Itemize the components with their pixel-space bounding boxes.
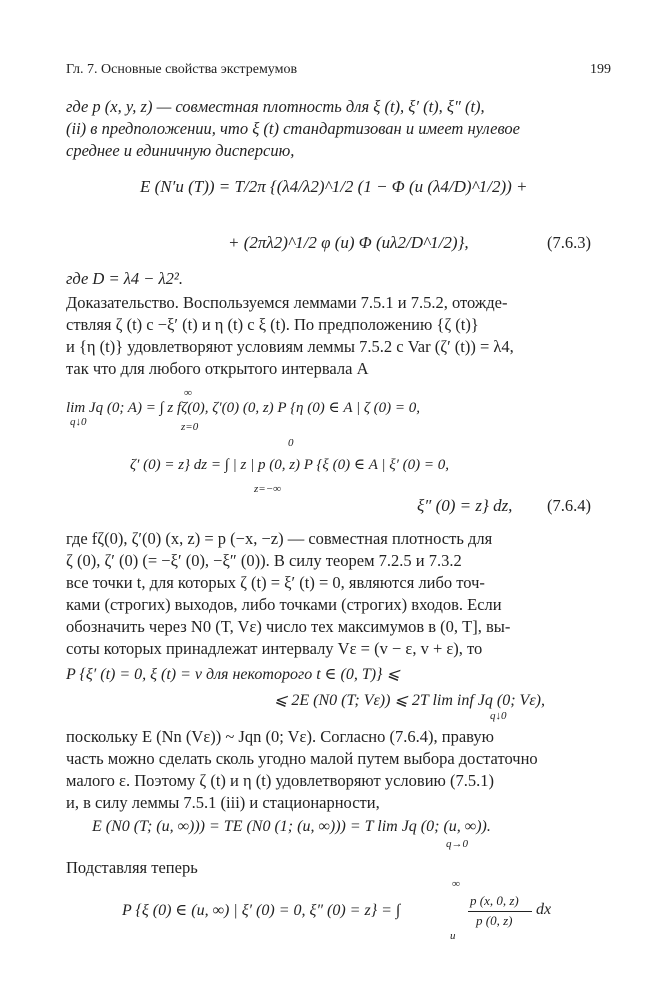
substituting-line: Подставляя теперь	[66, 858, 198, 877]
after-764-line-6: соты которых принадлежат интервалу Vε = (v − ε, v + ε), то	[66, 639, 483, 658]
page-number: 199	[590, 62, 611, 77]
after-ineq-line-2: часть можно сделать сколь угодно малой путем выбора достаточно	[66, 749, 538, 768]
after-ineq-line-4: и, в силу леммы 7.5.1 (iii) и стационарности,	[66, 793, 380, 812]
chapter-header: Гл. 7. Основные свойства экстремумов	[66, 62, 298, 77]
eq-final-numerator: p (x, 0, z)	[470, 893, 519, 908]
eq-final-lhs: P {ξ (0) ∈ (u, ∞) | ξ′ (0) = 0, ξ″ (0) = z} = ∫	[122, 902, 401, 919]
proof-line-4: так что для любого открытого интервала A	[66, 359, 369, 378]
eq-764-line-3: ξ″ (0) = z} dz,	[417, 496, 513, 515]
eq-764-lim-sub: q↓0	[70, 416, 87, 428]
ineq-line-2: ⩽ 2E (N0 (T; Vε)) ⩽ 2T lim inf Jq (0; Vε),	[274, 692, 545, 709]
eq-764-number: (7.6.4)	[547, 496, 591, 515]
where-d-line: где D = λ4 − λ2².	[66, 269, 183, 288]
eq-764-line-1: lim Jq (0; A) = ∫ z fζ(0), ζ′(0) (0, z) P {η (0) ∈ A | ζ (0) = 0,	[66, 400, 421, 416]
intro-line-3: среднее и единичную дисперсию,	[66, 141, 295, 160]
eq-stat-line: E (N0 (T; (u, ∞))) = TE (N0 (1; (u, ∞))) = T lim Jq (0; (u, ∞)).	[92, 818, 491, 835]
eq-stat-lim-sub: q→0	[446, 838, 468, 850]
eq-764-int1-bottom: z=0	[181, 421, 199, 433]
eq-final-int-bottom: u	[450, 930, 456, 942]
eq-final-fraction-bar	[468, 911, 532, 912]
eq-763-line-2: + (2πλ2)^1/2 φ (u) Φ (uλ2/D^1/2)},	[228, 233, 469, 252]
intro-line-2: (ii) в предположении, что ξ (t) стандартизован и имеет нулевое	[66, 119, 520, 138]
after-764-line-3: все точки t, для которых ζ (t) = ξ′ (t) = 0, являются либо точ-	[66, 573, 485, 592]
proof-line-1: Доказательство. Воспользуемся леммами 7.5.1 и 7.5.2, отожде-	[66, 293, 508, 312]
after-764-line-1: где fζ(0), ζ′(0) (x, z) = p (−x, −z) — совместная плотность для	[66, 529, 493, 548]
proof-line-2: ствляя ζ (t) с −ξ′ (t) и η (t) с ξ (t). По предположению {ζ (t)}	[66, 315, 479, 334]
eq-764-int1-top: ∞	[184, 387, 192, 399]
eq-final-dx: dx	[536, 901, 552, 918]
eq-764-line-2: ζ′ (0) = z} dz = ∫ | z | p (0, z) P {ξ (0) ∈ A | ξ′ (0) = 0,	[130, 457, 450, 473]
after-764-line-5: обозначить через N0 (T, Vε) число тех максимумов в (0, T], вы-	[66, 617, 511, 636]
ineq-lim-sub: q↓0	[490, 710, 507, 722]
proof-line-3: и {η (t)} удовлетворяют условиям леммы 7.5.2 с Var (ζ′ (t)) = λ4,	[66, 337, 514, 356]
after-764-line-2: ζ (0), ζ′ (0) (= −ξ′ (0), −ξ″ (0)). В силу теорем 7.2.5 и 7.3.2	[66, 551, 462, 570]
eq-final-int-top: ∞	[452, 878, 460, 890]
after-ineq-line-3: малого ε. Поэтому ζ (t) и η (t) удовлетворяют условию (7.5.1)	[66, 771, 494, 790]
after-764-line-4: ками (строгих) выходов, либо точками (строгих) входов. Если	[66, 595, 502, 614]
eq-final-denominator: p (0, z)	[476, 913, 513, 928]
eq-764-int2-bottom: z=−∞	[254, 483, 281, 495]
eq-763-line-1: E (N′u (T)) = T/2π {(λ4/λ2)^1/2 (1 − Φ (u (λ4/D)^1/2)) +	[140, 177, 528, 196]
intro-line-1: где p (x, y, z) — совместная плотность для ξ (t), ξ′ (t), ξ″ (t),	[66, 97, 485, 116]
ineq-line-1: P {ξ′ (t) = 0, ξ (t) = v для некоторого t ∈ (0, T)} ⩽	[66, 666, 400, 683]
eq-764-int2-top: 0	[288, 437, 294, 449]
after-ineq-line-1: поскольку E (Nn (Vε)) ~ Jqn (0; Vε). Согласно (7.6.4), правую	[66, 727, 494, 746]
eq-763-number: (7.6.3)	[547, 233, 591, 252]
